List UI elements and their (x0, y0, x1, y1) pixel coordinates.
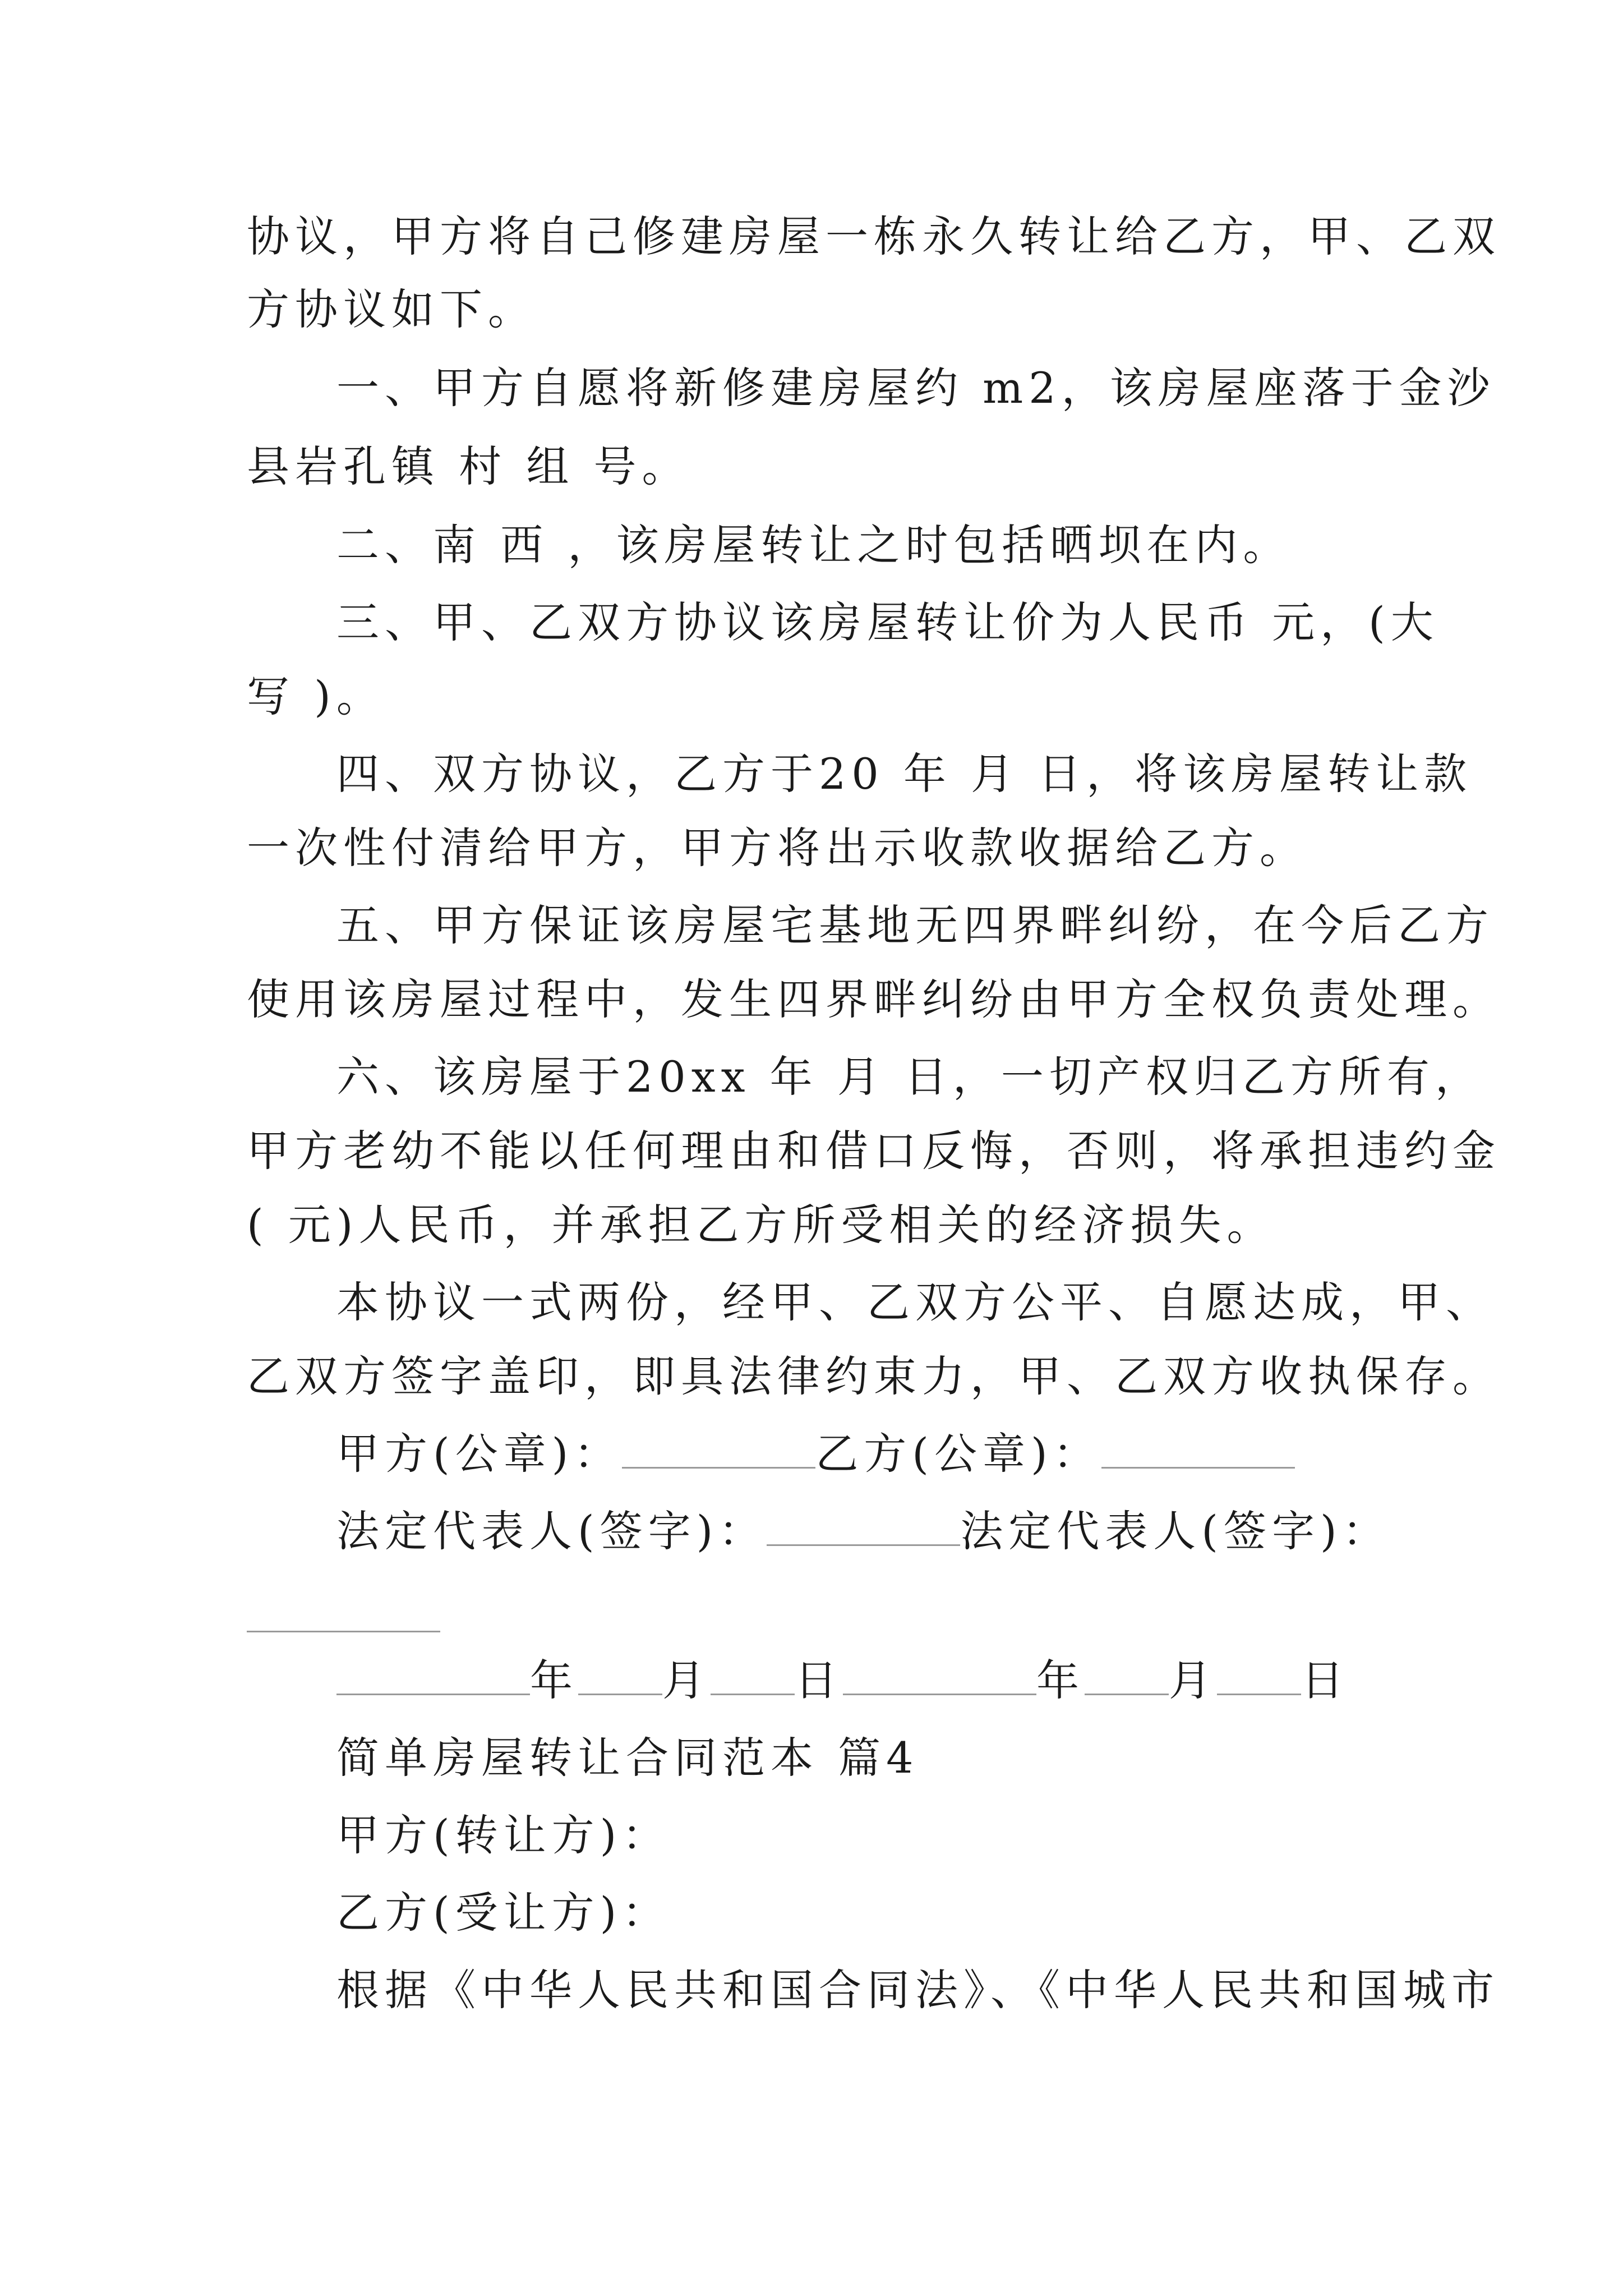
clause-3-line: 写 )。 (247, 671, 385, 721)
clause-2-line: 二、南 西 ，该房屋转让之时包括晒坝在内。 (336, 520, 1292, 570)
clause-4-line: 一次性付清给甲方，甲方将出示收款收据给乙方。 (247, 823, 1308, 873)
date-line (336, 1653, 1349, 1709)
party-b-seal-label: 乙方(公章)： (815, 1429, 1101, 1479)
clause-6-line: 甲方老幼不能以任何理由和借口反悔，否则，将承担违约金 (247, 1126, 1501, 1176)
day-label: 日 (795, 1655, 843, 1705)
date-blank (1085, 1690, 1169, 1695)
seal-line (336, 1426, 1295, 1482)
section-heading: 简单房屋转让合同范本 篇4 (336, 1733, 919, 1783)
year-label: 年 (530, 1655, 578, 1705)
paragraph-line: 方协议如下。 (247, 284, 536, 334)
closing-line: 乙双方签字盖印，即具法律约束力，甲、乙双方收执保存。 (247, 1351, 1501, 1401)
day-label: 日 (1301, 1655, 1349, 1705)
legal-rep-a-label: 法定代表人(签字)： (336, 1506, 767, 1556)
signature-blank (247, 1631, 440, 1632)
paragraph-line: 协议，甲方将自己修建房屋一栋永久转让给乙方，甲、乙双 (247, 211, 1501, 261)
signature-blank (1101, 1464, 1295, 1469)
year-label: 年 (1036, 1655, 1085, 1705)
signature-blank (767, 1541, 960, 1546)
date-blank (1217, 1690, 1301, 1695)
clause-1-line: 一、甲方自愿将新修建房屋约 m2，该房屋座落于金沙 (336, 363, 1496, 413)
legal-rep-line (336, 1503, 1391, 1559)
month-label: 月 (1169, 1655, 1217, 1705)
closing-line: 本协议一式两份，经甲、乙双方公平、自愿达成，甲、 (336, 1277, 1494, 1327)
party-a-seal-label: 甲方(公章)： (336, 1429, 623, 1479)
clause-5-line: 使用该房屋过程中，发生四界畔纠纷由甲方全权负责处理。 (247, 974, 1501, 1024)
clause-6-line: ( 元)人民币，并承担乙方所受相关的经济损失。 (247, 1200, 1275, 1250)
month-label: 月 (662, 1655, 711, 1705)
date-blank (578, 1690, 662, 1695)
signature-blank (622, 1464, 815, 1469)
clause-6-line: 六、该房屋于20xx 年 月 日，一切产权归乙方所有， (336, 1052, 1483, 1102)
date-blank (843, 1690, 1036, 1695)
clause-4-line: 四、双方协议，乙方于20 年 月 日，将该房屋转让款 (336, 749, 1473, 799)
intro-line: 根据《中华人民共和国合同法》、《中华人民共和国城市 (336, 1965, 1500, 2015)
date-blank (336, 1690, 530, 1695)
party-a-label: 甲方(转让方)： (336, 1810, 671, 1860)
clause-1-line: 县岩孔镇 村 组 号。 (247, 441, 690, 491)
legal-rep-b-label: 法定代表人(签字)： (960, 1506, 1391, 1556)
date-blank (711, 1690, 795, 1695)
clause-3-line: 三、甲、乙双方协议该房屋转让价为人民币 元，(大 (336, 597, 1439, 647)
clause-5-line: 五、甲方保证该房屋宅基地无四界畔纠纷，在今后乙方 (336, 900, 1494, 950)
party-b-label: 乙方(受让方)： (336, 1888, 671, 1938)
